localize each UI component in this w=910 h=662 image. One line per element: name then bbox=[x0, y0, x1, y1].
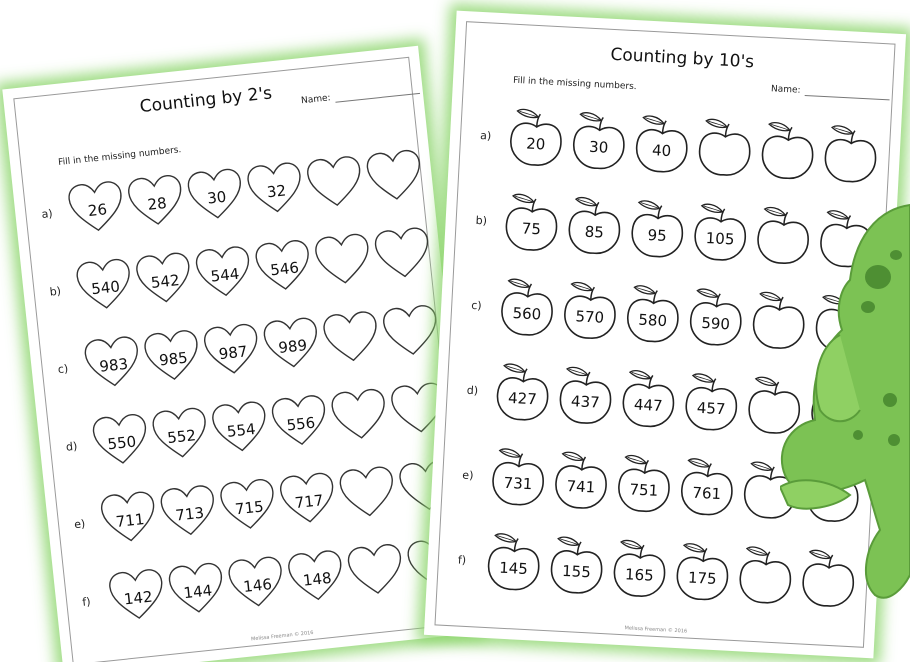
number-box bbox=[500, 190, 563, 255]
number-value: 552 bbox=[166, 426, 197, 448]
problem-row bbox=[63, 379, 453, 475]
number-box bbox=[545, 533, 608, 598]
row-label: f) bbox=[81, 594, 92, 609]
number-box bbox=[124, 171, 190, 233]
heart-icon bbox=[363, 146, 426, 206]
worksheet-counting-by-2s bbox=[2, 46, 479, 662]
number-value: 145 bbox=[498, 558, 529, 579]
problem-row bbox=[79, 534, 469, 630]
number-box bbox=[630, 112, 693, 177]
number-value: 556 bbox=[285, 413, 317, 435]
number-box bbox=[192, 242, 258, 304]
number-value: 144 bbox=[182, 581, 214, 603]
blank-answer-box[interactable] bbox=[371, 223, 437, 285]
number-value: 175 bbox=[687, 568, 718, 589]
number-box bbox=[563, 194, 626, 259]
blank-answer-box[interactable] bbox=[344, 540, 410, 602]
number-value: 30 bbox=[588, 137, 609, 157]
number-value: 85 bbox=[584, 222, 605, 242]
number-box bbox=[567, 109, 630, 174]
name-label: Name: bbox=[300, 93, 332, 107]
number-value: 437 bbox=[570, 392, 601, 412]
number-value: 580 bbox=[637, 310, 668, 331]
blank-answer-box[interactable] bbox=[819, 122, 882, 187]
name-field bbox=[301, 84, 420, 106]
problem-row bbox=[55, 301, 445, 397]
blank-answer-box[interactable] bbox=[693, 115, 756, 180]
number-box bbox=[671, 540, 734, 605]
row-label: b) bbox=[475, 213, 488, 228]
number-box bbox=[680, 370, 743, 435]
number-value: 447 bbox=[633, 395, 664, 415]
number-box bbox=[149, 404, 215, 466]
number-box bbox=[208, 397, 274, 459]
number-box bbox=[132, 249, 198, 311]
number-value: 427 bbox=[507, 388, 538, 409]
copyright-footer: Melissa Freeman © 2016 bbox=[624, 625, 688, 635]
heart-icon bbox=[371, 224, 434, 284]
number-box bbox=[260, 314, 326, 376]
number-box bbox=[200, 320, 266, 382]
number-value: 540 bbox=[90, 277, 121, 299]
number-value: 711 bbox=[114, 510, 146, 531]
number-box bbox=[268, 391, 334, 453]
number-box bbox=[613, 452, 676, 517]
number-value: 542 bbox=[150, 271, 181, 292]
number-box bbox=[554, 363, 617, 428]
number-box bbox=[626, 197, 689, 262]
number-value: 717 bbox=[293, 491, 325, 513]
number-value: 590 bbox=[700, 313, 731, 334]
number-value: 989 bbox=[277, 336, 308, 357]
number-box bbox=[81, 332, 147, 394]
number-box bbox=[689, 200, 752, 265]
blank-answer-box[interactable] bbox=[336, 462, 402, 524]
number-value: 148 bbox=[302, 568, 333, 590]
number-value: 713 bbox=[174, 503, 205, 525]
number-value: 75 bbox=[521, 219, 542, 239]
number-value: 546 bbox=[269, 258, 300, 280]
number-value: 731 bbox=[503, 473, 533, 494]
instructions: Fill in the missing numbers. bbox=[57, 145, 182, 168]
number-box bbox=[621, 282, 684, 347]
row-label: e) bbox=[462, 468, 474, 482]
number-value: 20 bbox=[525, 134, 546, 154]
row-label: b) bbox=[49, 283, 62, 299]
number-box bbox=[157, 481, 223, 543]
apple-icon bbox=[819, 122, 882, 187]
number-box bbox=[105, 565, 171, 627]
name-line bbox=[804, 87, 889, 100]
name-field bbox=[771, 84, 890, 100]
row-label: e) bbox=[73, 516, 86, 531]
number-box bbox=[225, 553, 291, 615]
number-box bbox=[216, 475, 282, 537]
number-box bbox=[243, 158, 309, 220]
row-label: c) bbox=[57, 361, 69, 376]
frog-icon bbox=[780, 195, 910, 662]
number-value: 550 bbox=[106, 432, 138, 454]
problem-row bbox=[479, 104, 886, 187]
heart-icon bbox=[379, 301, 442, 361]
heart-icon bbox=[328, 385, 391, 445]
number-value: 28 bbox=[146, 193, 168, 214]
blank-answer-box[interactable] bbox=[328, 385, 394, 447]
number-value: 457 bbox=[696, 398, 726, 419]
number-box bbox=[617, 367, 680, 432]
blank-answer-box[interactable] bbox=[319, 307, 385, 369]
heart-icon bbox=[336, 463, 399, 523]
heart-icon bbox=[319, 307, 382, 367]
number-value: 570 bbox=[575, 307, 605, 327]
number-box bbox=[184, 165, 250, 227]
row-label: c) bbox=[470, 298, 482, 312]
number-box bbox=[487, 445, 550, 510]
number-value: 554 bbox=[226, 419, 257, 441]
number-value: 26 bbox=[87, 200, 108, 221]
heart-icon bbox=[311, 230, 374, 290]
number-value: 560 bbox=[512, 304, 542, 324]
number-value: 105 bbox=[705, 229, 735, 249]
apple-icon bbox=[693, 115, 756, 180]
number-box bbox=[165, 559, 231, 621]
number-box bbox=[496, 275, 559, 340]
name-line bbox=[334, 85, 419, 103]
number-value: 146 bbox=[242, 575, 273, 596]
number-value: 544 bbox=[209, 264, 241, 286]
number-value: 40 bbox=[651, 141, 672, 161]
number-value: 715 bbox=[234, 497, 265, 519]
blank-answer-box[interactable] bbox=[311, 230, 377, 292]
name-label: Name: bbox=[770, 84, 801, 96]
apple-icon bbox=[756, 119, 819, 184]
blank-answer-box[interactable] bbox=[756, 119, 819, 184]
number-value: 987 bbox=[217, 342, 249, 364]
number-box bbox=[675, 455, 738, 520]
blank-answer-box[interactable] bbox=[303, 152, 369, 214]
worksheet-title: Counting by 2's bbox=[138, 83, 274, 118]
problem-row bbox=[71, 456, 461, 552]
number-box bbox=[252, 236, 318, 298]
instructions: Fill in the missing numbers. bbox=[512, 75, 637, 93]
number-value: 761 bbox=[691, 483, 722, 504]
number-value: 155 bbox=[561, 561, 592, 582]
heart-icon bbox=[303, 152, 366, 212]
number-box bbox=[276, 469, 342, 531]
row-label: f) bbox=[457, 552, 467, 567]
number-box bbox=[559, 279, 622, 344]
heart-icon bbox=[344, 540, 407, 600]
row-label: a) bbox=[479, 128, 492, 143]
number-box bbox=[284, 546, 350, 608]
number-box bbox=[684, 285, 747, 350]
row-label: d) bbox=[466, 383, 479, 397]
number-value: 741 bbox=[566, 477, 596, 497]
number-value: 32 bbox=[266, 181, 287, 202]
number-box bbox=[550, 448, 613, 513]
number-box bbox=[608, 536, 671, 601]
number-box bbox=[97, 487, 163, 549]
number-value: 30 bbox=[206, 187, 228, 208]
number-box bbox=[482, 530, 545, 595]
number-value: 142 bbox=[123, 587, 154, 609]
number-box bbox=[89, 410, 155, 472]
number-box bbox=[491, 360, 554, 425]
copyright-footer: Melissa Freeman © 2016 bbox=[250, 629, 314, 643]
blank-answer-box[interactable] bbox=[379, 301, 445, 363]
number-value: 751 bbox=[629, 480, 659, 500]
number-value: 95 bbox=[647, 225, 668, 245]
number-box bbox=[505, 105, 568, 170]
number-box bbox=[140, 326, 206, 388]
row-label: d) bbox=[65, 439, 78, 454]
number-value: 165 bbox=[624, 565, 655, 585]
number-value: 983 bbox=[98, 354, 129, 376]
worksheet-title: Counting by 10's bbox=[610, 44, 755, 73]
number-box bbox=[64, 177, 130, 239]
number-box bbox=[73, 255, 139, 317]
number-value: 985 bbox=[158, 348, 189, 370]
row-label: a) bbox=[40, 206, 54, 221]
blank-answer-box[interactable] bbox=[363, 146, 429, 208]
problem-row bbox=[47, 223, 437, 319]
